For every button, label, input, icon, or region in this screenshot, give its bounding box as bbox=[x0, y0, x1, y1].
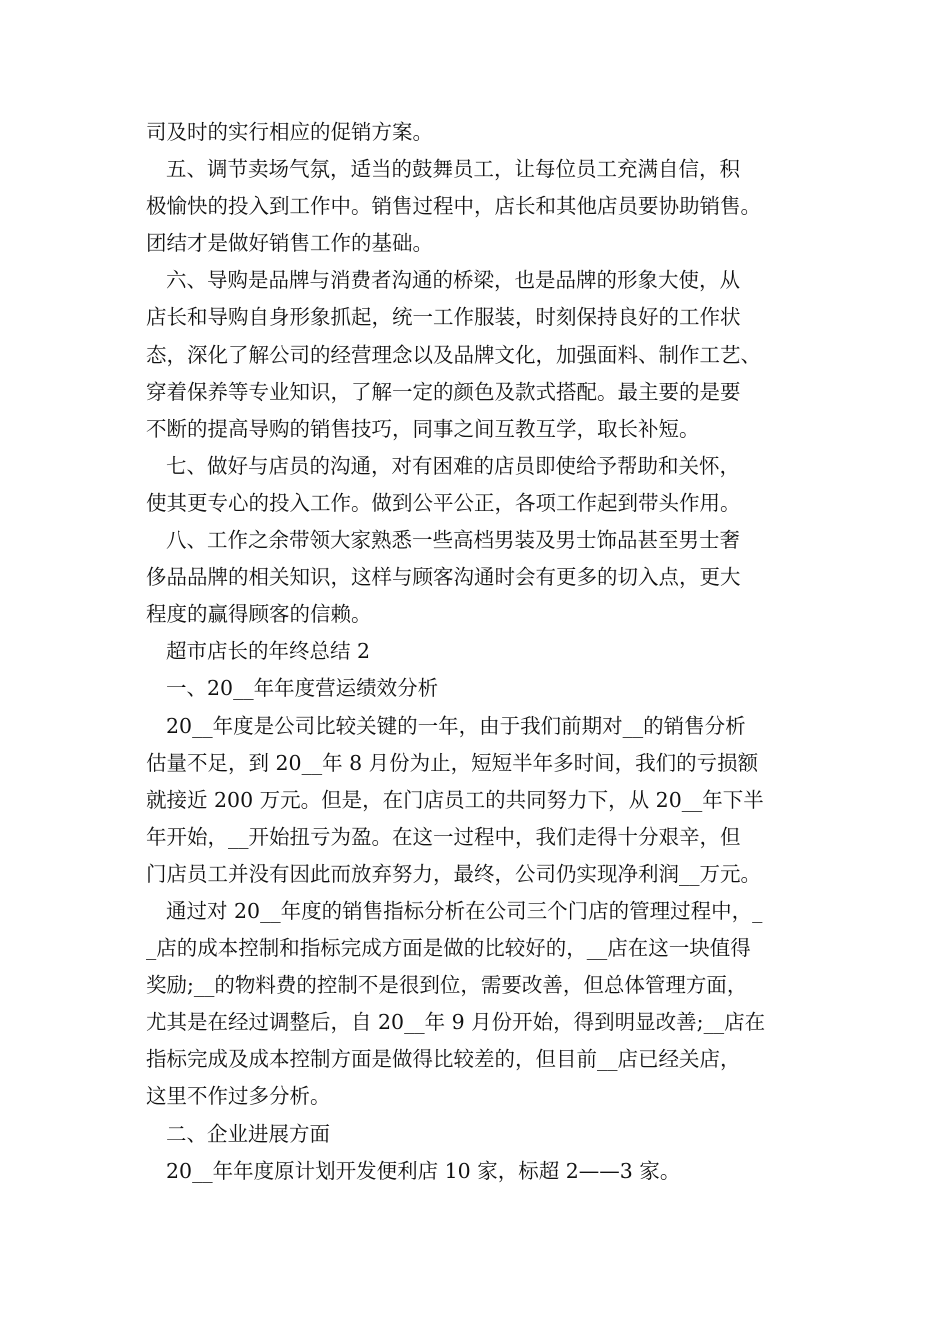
text-line: 态，深化了解公司的经营理念以及品牌文化，加强面料、制作工艺、 bbox=[146, 342, 761, 367]
text-line: 指标完成及成本控制方面是做得比较差的，但目前__店已经关店， bbox=[146, 1047, 741, 1072]
text-line: 不断的提高导购的销售技巧，同事之间互教互学，取长补短。 bbox=[146, 416, 700, 441]
text-line: 八、工作之余带领大家熟悉一些高档男装及男士饰品甚至男士奢 bbox=[166, 528, 740, 553]
text-line: _店的成本控制和指标完成方面是做的比较好的，__店在这一块值得 bbox=[146, 936, 751, 961]
text-line: 店长和导购自身形象抓起，统一工作服装，时刻保持良好的工作状 bbox=[146, 305, 741, 330]
text-line: 极愉快的投入到工作中。销售过程中，店长和其他店员要协助销售。 bbox=[146, 194, 761, 219]
text-line: 估量不足，到 20__年 8 月份为止，短短半年多时间，我们的亏损额 bbox=[146, 750, 759, 775]
document-body bbox=[146, 114, 806, 1190]
text-line: 尤其是在经过调整后，自 20__年 9 月份开始，得到明显改善;__店在 bbox=[146, 1010, 766, 1035]
text-line: 团结才是做好销售工作的基础。 bbox=[146, 231, 433, 256]
text-line: 六、导购是品牌与消费者沟通的桥梁，也是品牌的形象大使，从 bbox=[166, 268, 740, 293]
text-line: 年开始，__开始扭亏为盈。在这一过程中，我们走得十分艰辛，但 bbox=[146, 824, 741, 849]
text-line: 这里不作过多分析。 bbox=[146, 1084, 331, 1109]
text-line: 七、做好与店员的沟通，对有困难的店员即使给予帮助和关怀， bbox=[166, 453, 740, 478]
text-line: 就接近 200 万元。但是，在门店员工的共同努力下，从 20__年下半 bbox=[146, 787, 764, 812]
text-line: 门店员工并没有因此而放弃努力，最终，公司仍实现净利润__万元。 bbox=[146, 861, 761, 886]
text-line: 侈品品牌的相关知识，这样与顾客沟通时会有更多的切入点，更大 bbox=[146, 565, 741, 590]
text-line: 20__年年度原计划开发便利店 10 家，标超 2——3 家。 bbox=[166, 1158, 681, 1183]
subsection-heading: 一、20__年年度营运绩效分析 bbox=[166, 676, 439, 701]
text-line: 程度的赢得顾客的信赖。 bbox=[146, 602, 372, 627]
section-heading: 超市店长的年终总结 2 bbox=[166, 639, 371, 664]
text-line: 奖励;__的物料费的控制不是很到位，需要改善，但总体管理方面， bbox=[146, 973, 748, 998]
text-line: 穿着保养等专业知识，了解一定的颜色及款式搭配。最主要的是要 bbox=[146, 379, 741, 404]
text-line: 司及时的实行相应的促销方案。 bbox=[146, 120, 433, 144]
subsection-heading: 二、企业进展方面 bbox=[166, 1121, 330, 1146]
text-line: 20__年度是公司比较关键的一年，由于我们前期对__的销售分析 bbox=[166, 713, 746, 738]
text-line: 五、调节卖场气氛，适当的鼓舞员工，让每位员工充满自信，积 bbox=[166, 157, 740, 182]
text-line: 通过对 20__年度的销售指标分析在公司三个门店的管理过程中，_ bbox=[166, 898, 763, 923]
text-line: 使其更专心的投入工作。做到公平公正，各项工作起到带头作用。 bbox=[146, 490, 741, 515]
